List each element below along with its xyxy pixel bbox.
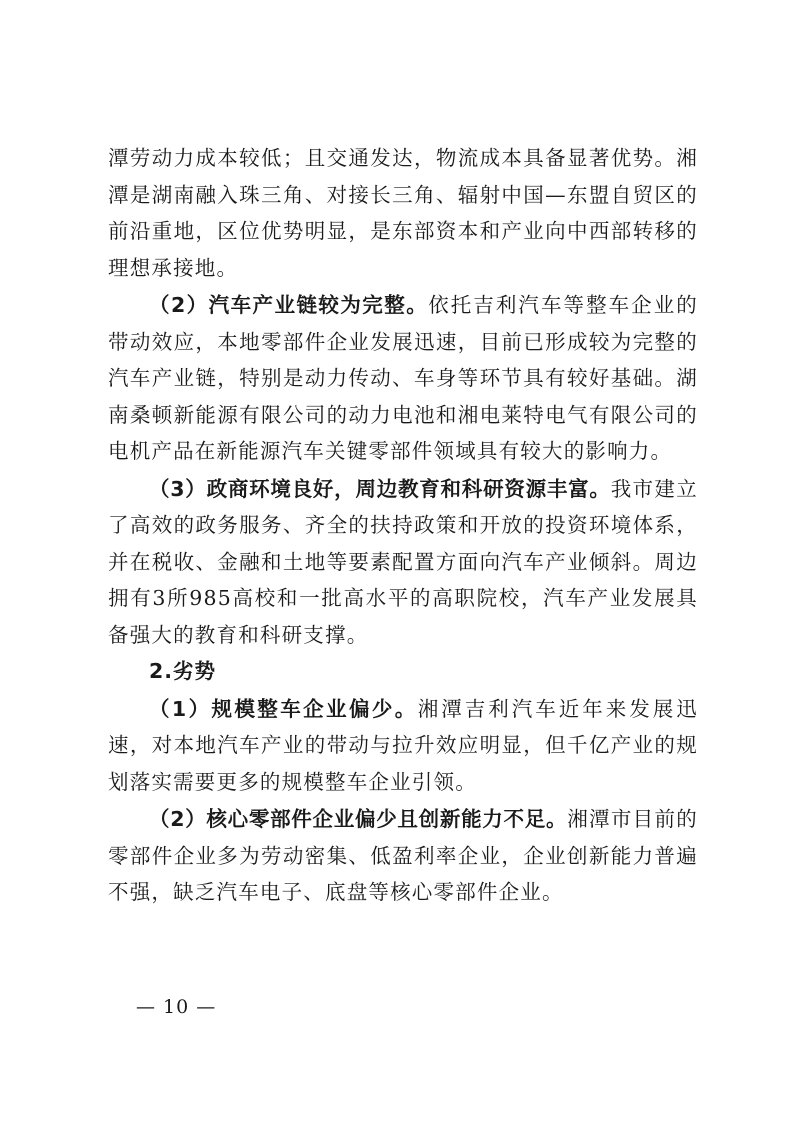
paragraph-lead: （2）汽车产业链较为完整。: [149, 293, 429, 317]
paragraph-lead: （3）政商环境良好，周边教育和科研资源丰富。: [149, 476, 611, 501]
paragraph-text: 湘潭市目前的零部件企业多为劳动密集、低盈利率企业，企业创新能力普遍不强，缺乏汽车电子、底盘等核心零部件企业。: [108, 807, 698, 904]
paragraph-business-environment: [108, 471, 698, 654]
page-number: — 10 —: [136, 996, 217, 1018]
paragraph-text: 依托吉利汽车等整车企业的带动效应，本地零部件企业发展迅速，目前已形成较为完整的汽车产业链，特别是动力传动、车身等环节具有较好基础。湖南桑顿新能源有限公司的动力电池和湘电莱特电气有限公司的电机产品在新能源汽车关键零部件领域具有较大的影响力。: [108, 293, 698, 463]
section-heading-disadvantage: 2.劣势: [149, 659, 217, 683]
paragraph-industry-chain: [108, 287, 698, 470]
paragraph-weak-components: [108, 801, 698, 911]
document-body: [108, 140, 698, 911]
paragraph-few-vehicle-makers: [108, 691, 698, 801]
paragraph-text: 湘潭吉利汽车近年来发展迅速，对本地汽车产业的带动与拉升效应明显，但千亿产业的规划落实需要更多的规模整车企业引领。: [108, 696, 698, 794]
paragraph-text: 潭劳动力成本较低；且交通发达，物流成本具备显著优势。湘潭是湖南融入珠三角、对接长三角、辐射中国—东盟自贸区的前沿重地，区位优势明显，是东部资本和产业向中西部转移的理想承接地。: [108, 146, 698, 280]
paragraph-text: 我市建立了高效的政务服务、齐全的扶持政策和开放的投资环境体系，并在税收、金融和土地等要素配置方面向汽车产业倾斜。周边拥有3所985高校和一批高水平的高职院校，汽车产业发展具备强大的教育和科研支撑。: [108, 476, 698, 647]
paragraph-lead: （1）规模整车企业偏少。: [149, 696, 418, 721]
paragraph-location-advantage: [108, 140, 698, 286]
paragraph-lead: （2）核心零部件企业偏少且创新能力不足。: [149, 807, 568, 831]
